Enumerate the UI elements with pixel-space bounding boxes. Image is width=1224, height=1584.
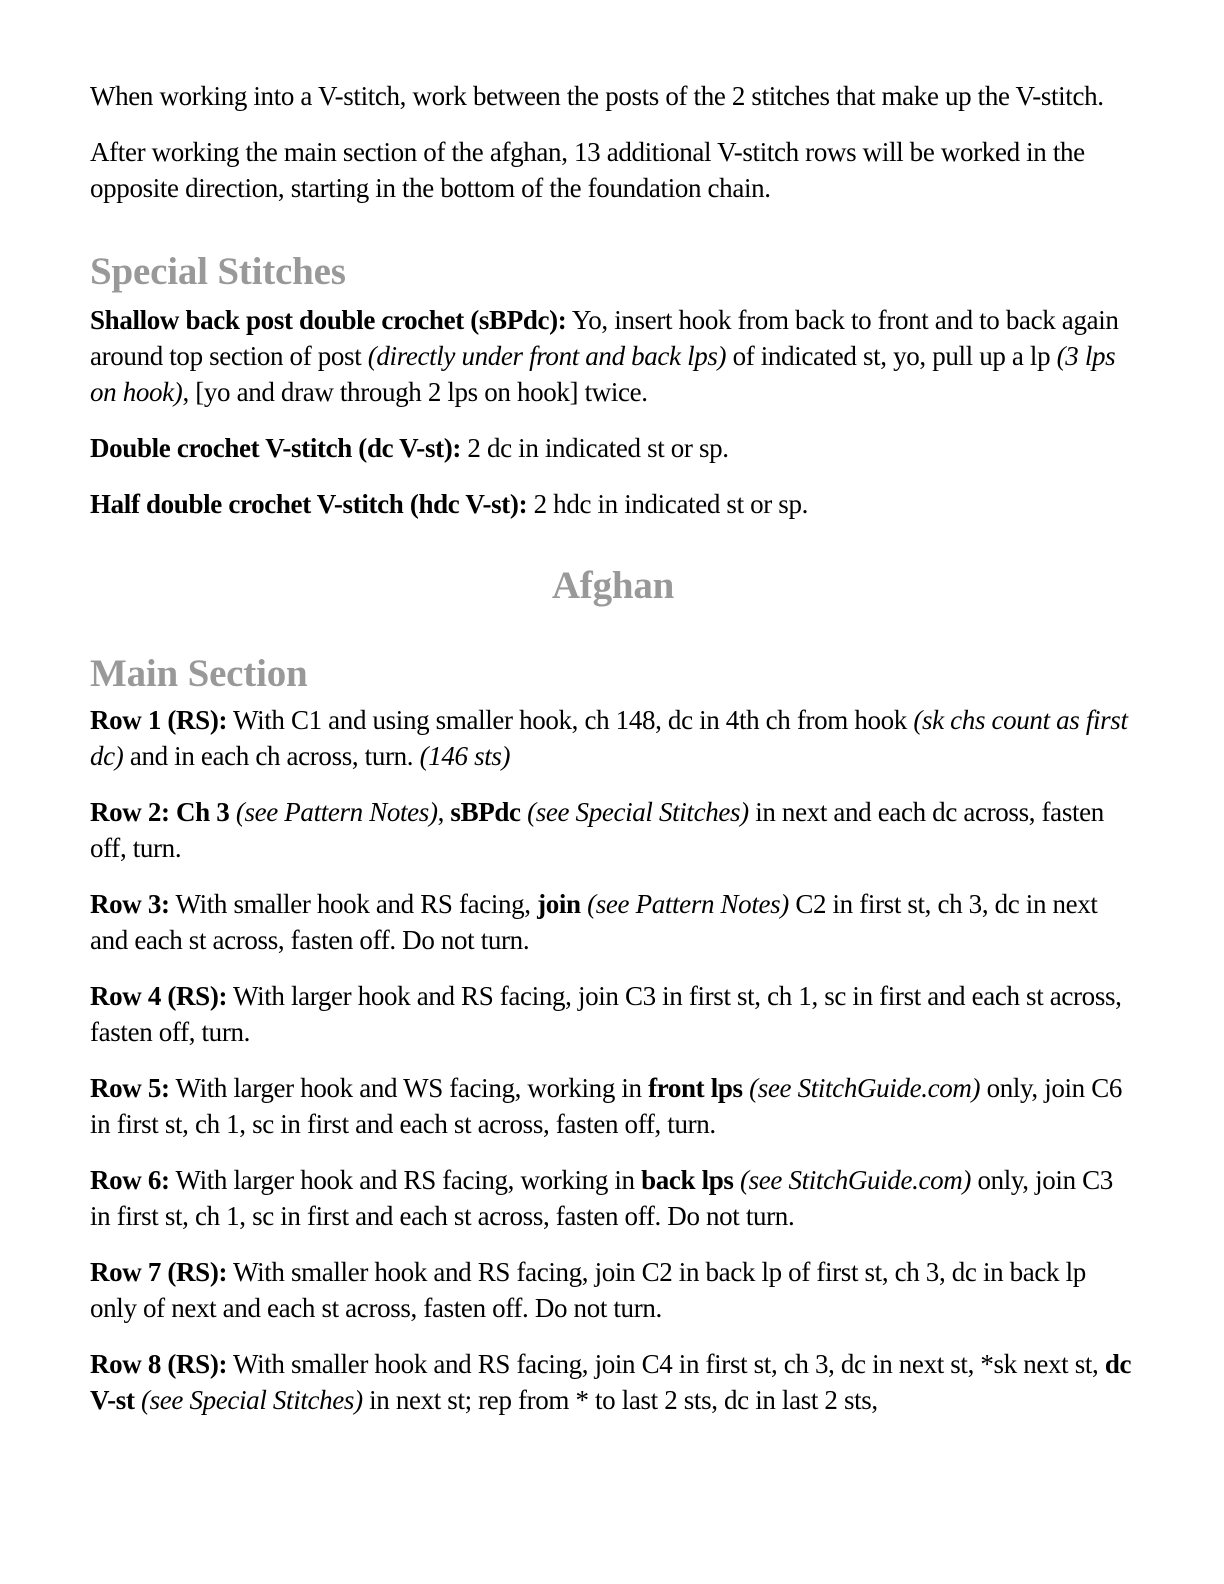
row-7: Row 7 (RS): With smaller hook and RS facing, join C2 in back lp of first st, ch 3, dc in back lp only of next and each st across, fasten off. Do not turn. [90,1257,1086,1323]
row-label: Row 2: Ch 3 [90,797,230,827]
row-6: Row 6: With larger hook and RS facing, working in back lps (see StitchGuide.com) only, join C3 in first st, ch 1, sc in first and each st across, fasten off. Do not turn. [90,1165,1113,1231]
special-stitch-sbpdc: Shallow back post double crochet (sBPdc): Yo, insert hook from back to front and to back again around top section of post (directly under front and back lps) of indicated st, yo, pull up a lp (3 lps on hook), [yo and draw through 2 lps on hook] twice. [90,305,1119,407]
stitch-term: Half double crochet V-stitch (hdc V-st): [90,489,528,519]
intro-paragraph-2: After working the main section of the afghan, 13 additional V-stitch rows will be worked in the opposite direction, starting in the bottom of the foundation chain. [90,137,1085,203]
row-label: Row 7 (RS): [90,1257,228,1287]
intro-paragraph-1: When working into a V-stitch, work between the posts of the 2 stitches that make up the V-stitch. [90,81,1104,111]
main-section-heading: Main Section [90,652,308,695]
row-label: Row 1 (RS): [90,705,228,735]
special-stitch-hdc-vst: Half double crochet V-stitch (hdc V-st): 2 hdc in indicated st or sp. [90,489,809,519]
stitch-term: Double crochet V-stitch (dc V-st): [90,433,462,463]
document-page [90,78,1136,1438]
special-stitch-dc-vst: Double crochet V-stitch (dc V-st): 2 dc in indicated st or sp. [90,433,729,463]
row-1: Row 1 (RS): With C1 and using smaller hook, ch 148, dc in 4th ch from hook (sk chs count as first dc) and in each ch across, turn. (146 sts) [90,705,1128,771]
row-label: Row 6: [90,1165,170,1195]
row-label: Row 8 (RS): [90,1349,228,1379]
row-3: Row 3: With smaller hook and RS facing, join (see Pattern Notes) C2 in first st, ch 3, dc in next and each st across, fasten off. Do not turn. [90,889,1098,955]
stitch-term: Shallow back post double crochet (sBPdc): [90,305,567,335]
row-4: Row 4 (RS): With larger hook and RS facing, join C3 in first st, ch 1, sc in first and each st across, fasten off, turn. [90,981,1122,1047]
afghan-heading: Afghan [551,564,675,607]
row-5: Row 5: With larger hook and WS facing, working in front lps (see StitchGuide.com) only, join C6 in first st, ch 1, sc in first and each st across, fasten off, turn. [90,1073,1123,1139]
row-label: Row 3: [90,889,170,919]
row-label: Row 5: [90,1073,170,1103]
row-label: Row 4 (RS): [90,981,228,1011]
row-2: Row 2: Ch 3 (see Pattern Notes), sBPdc (see Special Stitches) in next and each dc across, fasten off, turn. [90,797,1104,863]
special-stitches-heading: Special Stitches [90,250,346,293]
row-8: Row 8 (RS): With smaller hook and RS facing, join C4 in first st, ch 3, dc in next st, *sk next st, dc V-st (see Special Stitches) in next st; rep from * to last 2 sts, dc in last 2 sts, [90,1349,1132,1415]
